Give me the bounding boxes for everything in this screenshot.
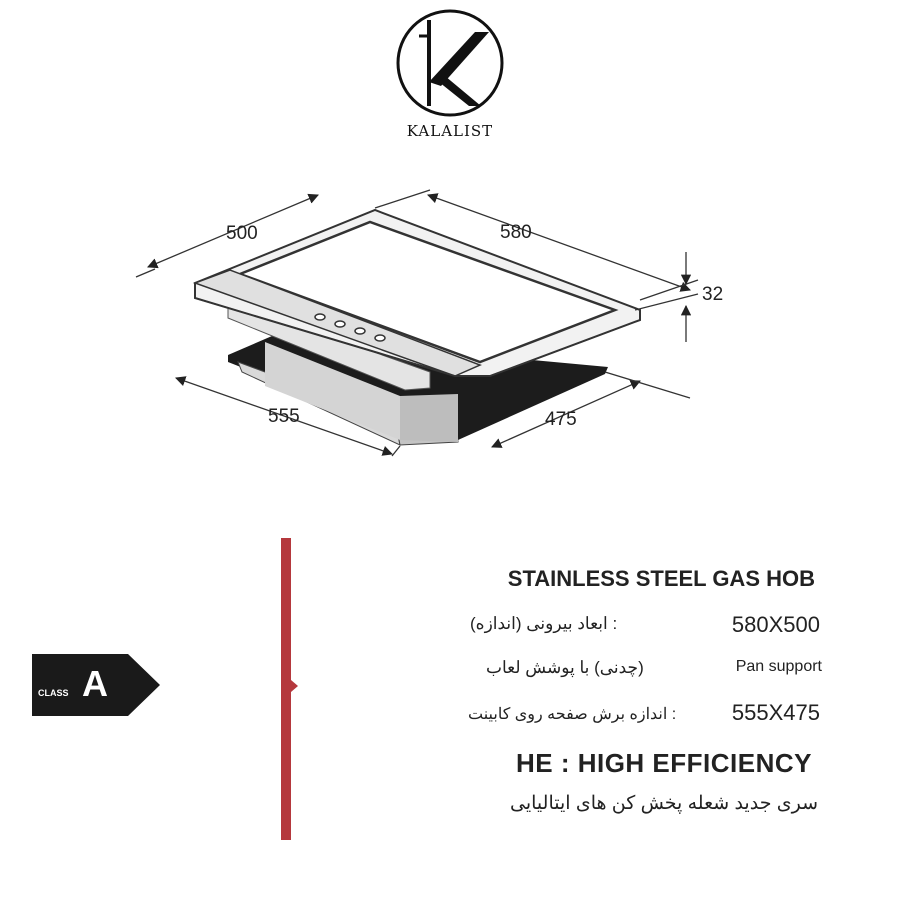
dim-label-width-top: 580 xyxy=(500,222,532,243)
knob xyxy=(315,314,325,320)
brand-name: KALALIST xyxy=(406,122,494,140)
efficiency-heading: HE : HIGH EFFICIENCY xyxy=(515,748,812,778)
divider-notch xyxy=(291,680,298,692)
hob-dimension-drawing xyxy=(0,150,900,470)
pan-support-label: Pan support xyxy=(735,658,822,675)
knob xyxy=(335,321,345,327)
pan-support-value: (چدنی) با پوشش لعاب xyxy=(486,658,644,677)
accent-divider xyxy=(281,538,291,840)
dim-label-cutout-depth: 475 xyxy=(545,409,577,430)
knob xyxy=(375,335,385,341)
cutout-value: 555X475 xyxy=(731,700,820,725)
outer-dimensions-value: 580X500 xyxy=(731,612,820,637)
burner-note: سری جدید شعله پخش کن های ایتالیایی xyxy=(510,793,818,814)
dim-label-cutout-width: 555 xyxy=(268,406,300,427)
product-title: STAINLESS STEEL GAS HOB xyxy=(507,566,815,591)
outer-dimensions-label: : ابعاد بیرونی (اندازه) xyxy=(470,614,618,633)
knob xyxy=(355,328,365,334)
energy-class-label: CLASS xyxy=(38,688,69,698)
dim-label-height: 32 xyxy=(702,284,724,305)
energy-class-value: A xyxy=(82,663,108,704)
dim-label-depth-top: 500 xyxy=(226,223,258,244)
cutout-label: : اندازه برش صفحه روی کابینت xyxy=(468,706,677,723)
